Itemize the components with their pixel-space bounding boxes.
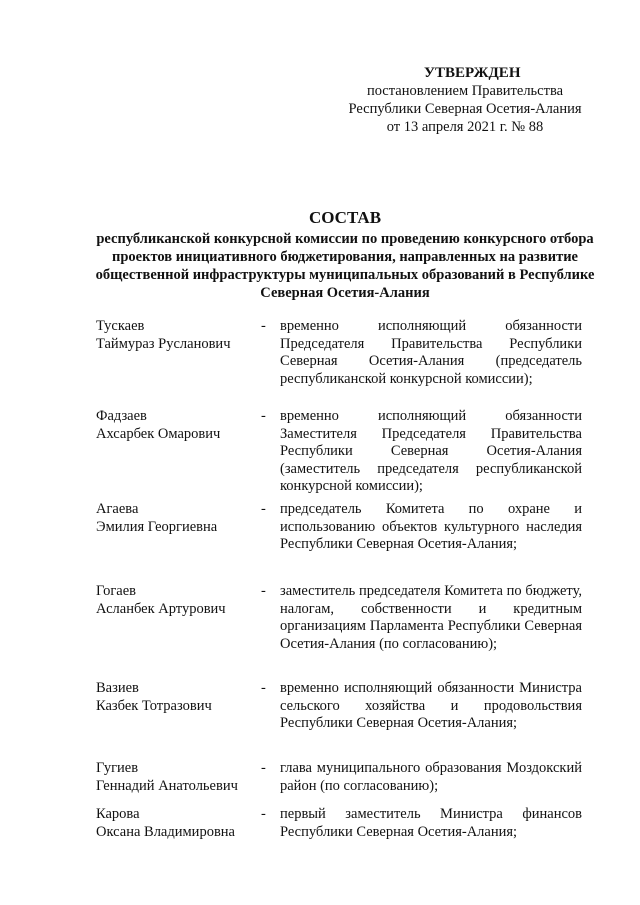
- member-surname: Карова: [96, 806, 140, 822]
- approval-stamp: [330, 64, 600, 136]
- member-entry: [96, 680, 596, 760]
- approval-line-2: Республики Северная Осетия-Алания: [348, 101, 582, 117]
- member-given-name: Оксана Владимировна: [96, 823, 235, 840]
- member-name: [96, 501, 261, 536]
- member-entry: [96, 501, 596, 583]
- title-subtitle: республиканской конкурсной комиссии по проведению конкурсного отбора проектов инициативного бюджетирования, направленных на развитие общественной инфраструктуры муниципальных образований в Республике Северная Осетия-Алания: [95, 231, 595, 301]
- approval-line-3: от 13 апреля 2021 г. № 88: [386, 119, 544, 135]
- member-dash: -: [261, 680, 266, 696]
- member-dash: -: [261, 806, 266, 822]
- member-name: [96, 583, 261, 618]
- member-role: временно исполняющий обязанности Министра сельского хозяйства и продовольствия Республики Северная Осетия-Алания;: [280, 680, 582, 731]
- member-role: временно исполняющий обязанности Председателя Правительства Республики Северная Осетия-Алания (председатель республиканской конкурсной комиссии);: [280, 318, 582, 387]
- member-dash: -: [261, 501, 266, 517]
- member-given-name: Эмилия Георгиевна: [96, 518, 218, 535]
- member-dash: -: [261, 760, 266, 776]
- member-entry: [96, 408, 596, 501]
- approval-line-1: постановлением Правительства: [366, 83, 564, 99]
- members-list: [96, 318, 596, 846]
- member-name: [96, 318, 261, 353]
- approval-head: УТВЕРЖДЕН: [424, 65, 521, 81]
- member-entry: [96, 806, 596, 846]
- member-surname: Фадзаев: [96, 408, 147, 424]
- member-name: [96, 760, 261, 795]
- member-given-name: Ахсарбек Омарович: [96, 425, 221, 442]
- member-surname: Гогаев: [96, 583, 137, 599]
- member-entry: [96, 583, 596, 680]
- member-dash: -: [261, 583, 266, 599]
- member-given-name: Асланбек Артурович: [96, 600, 226, 617]
- member-name: [96, 408, 261, 443]
- member-given-name: Казбек Тотразович: [96, 697, 212, 714]
- title-main: СОСТАВ: [308, 208, 382, 227]
- member-surname: Тускаев: [96, 318, 145, 334]
- member-surname: Вазиев: [96, 680, 139, 696]
- member-role: временно исполняющий обязанности Заместителя Председателя Правительства Республики Северная Осетия-Алания (заместитель председателя республиканской конкурсной комиссии);: [280, 408, 582, 494]
- member-surname: Гугиев: [96, 760, 139, 776]
- member-role: первый заместитель Министра финансов Республики Северная Осетия-Алания;: [280, 806, 582, 840]
- member-entry: [96, 760, 596, 806]
- member-given-name: Геннадий Анатольевич: [96, 777, 238, 794]
- member-name: [96, 806, 261, 841]
- document-title: [95, 208, 595, 302]
- member-role: глава муниципального образования Моздокский район (по согласованию);: [280, 760, 582, 794]
- member-role: заместитель председателя Комитета по бюджету, налогам, собственности и кредитным организациям Парламента Республики Северная Осетия-Алания (по согласованию);: [280, 583, 582, 652]
- member-name: [96, 680, 261, 715]
- member-dash: -: [261, 408, 266, 424]
- member-surname: Агаева: [96, 501, 139, 517]
- member-given-name: Таймураз Русланович: [96, 335, 231, 352]
- member-entry: [96, 318, 596, 408]
- member-dash: -: [261, 318, 266, 334]
- member-role: председатель Комитета по охране и использованию объектов культурного наследия Республики Северная Осетия-Алания;: [280, 501, 582, 552]
